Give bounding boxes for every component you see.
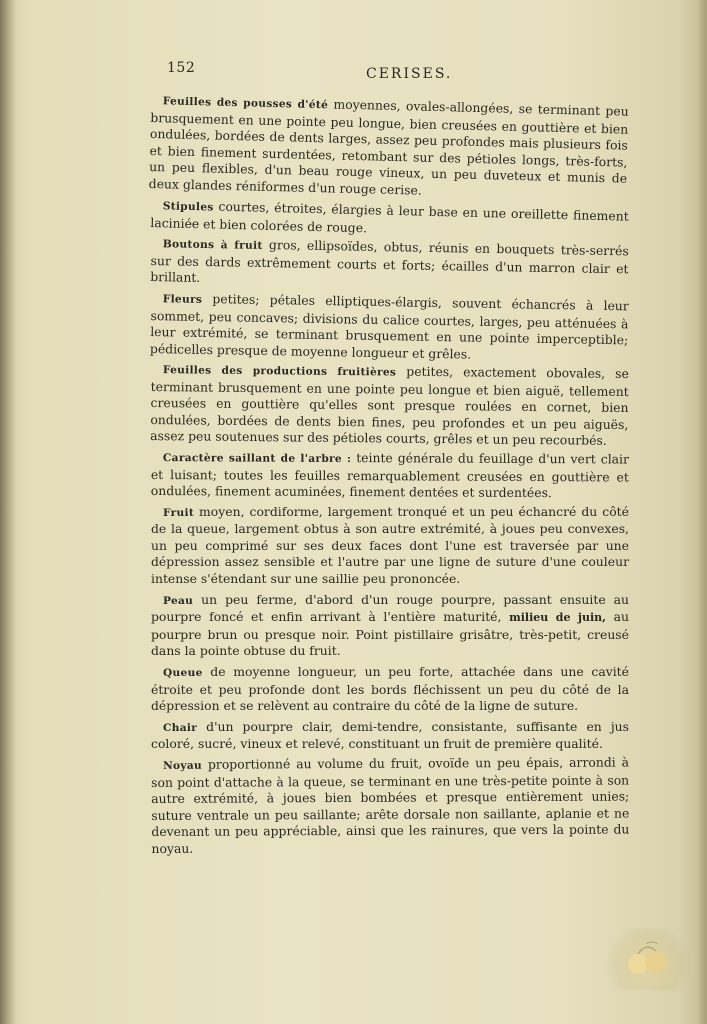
paragraph-text: petites, exactement obovales, se terminant brusquement en une pointe peu longue et bien aiguë, tellement creusées en gouttière qu'elles sont presque roulées en cornet, bien ondulées, bordées de dents bien fines, peu profondes et un peu aiguës, assez peu soutenues sur des pétioles courts, grêles et un peu recourbés.	[150, 363, 629, 449]
paragraph-text: au pourpre brun ou presque noir. Point pistillaire grisâtre, très-petit, creusé dans la pointe obtuse du fruit.	[151, 609, 629, 659]
paragraph-text: proportionné au volume du fruit, ovoïde un peu épais, arrondi à son point d'attache à la queue, se terminant en une très-petite pointe à son autre extrémité, à joues bien bombées et presque entièrement unies; suture ventrale un peu saillante; arête dorsale non saillante, aplanie et ne devenant un peu appréciable, ainsi que les rainures, que vers la pointe du noyau.	[151, 754, 630, 856]
paragraph-lead: Queue	[163, 667, 203, 679]
paragraph-text: courtes, étroites, élargies à leur base en une oreillette finement laciniée et bien colorées de rouge.	[150, 198, 629, 235]
paragraph-text: petites; pétales elliptiques-élargis, souvent échancrés à leur sommet, peu concaves; divisions du calice courtes, larges, peu atténuées à leur extrémité, se terminant brusquement en une pointe imperceptible; pédicelles presque de moyenne longueur et grêles.	[149, 290, 629, 361]
paragraph-lead: Boutons à fruit	[162, 237, 263, 252]
paragraph-text: gros, ellipsoïdes, obtus, réunis en bouquets très-serrés sur des dards extrêmement courts et forts; écailles d'un marron clair et brillant.	[150, 236, 629, 285]
paragraph-lead: Peau	[163, 594, 194, 607]
body-text	[148, 92, 630, 862]
paragraph-lead: Fleurs	[162, 292, 203, 306]
paragraph-lead: Chair	[163, 721, 198, 734]
paragraph-noyau	[151, 754, 630, 857]
paragraph-caractere	[151, 449, 629, 502]
paragraph-lead: Feuilles des productions fruitières	[162, 364, 397, 379]
paragraph-lead: Noyau	[163, 759, 203, 772]
paragraph-lead: Caractère saillant de l'arbre :	[162, 451, 352, 465]
paragraph-text: moyennes, ovales-allongées, se terminant peu brusquement en une pointe peu longue, bien creusées en gouttière et bien ondulées, bordées de dents larges, assez peu profondes mais plusieurs fois et bien finement surdentées, retombant sur des pétioles longs, très-forts, un peu flexibles, d'un beau rouge vineux, un peu duveteux et munis de deux glandes réniformes d'un rouge cerise.	[148, 96, 629, 198]
paragraph-text: un peu ferme, d'abord d'un rouge pourpre, passant ensuite au pourpre foncé et enfin arrivant à l'entière maturité,	[151, 591, 629, 625]
paragraph-chair	[151, 719, 629, 753]
ripening-period: milieu de juin,	[509, 611, 606, 625]
paragraph-text: moyen, cordiforme, largement tronqué et un peu échancré du côté de la queue, largement obtus à son autre extrémité, à joues peu convexes, un peu comprimé sur ses deux faces dont l'une est traversée par une dépression assez sensible et l'autre par une ligne de suture d'une couleur intense s'étendant sur une saillie peu prononcée.	[151, 503, 629, 587]
page-number: 152	[167, 60, 196, 76]
paragraph-text: teinte générale du feuillage d'un vert clair et luisant; toutes les feuilles remarquablement creusées en gouttière et ondulées, finement acuminées, finement dentées et surdentées.	[150, 449, 629, 501]
paragraph-lead: Fruit	[163, 506, 195, 519]
paragraph-queue	[151, 664, 629, 715]
paragraph-boutons	[150, 235, 629, 294]
paragraph-fruit	[151, 504, 629, 588]
paragraph-peau	[151, 592, 629, 660]
paragraph-lead: Stipules	[162, 199, 214, 214]
library-stamp	[604, 928, 692, 990]
running-head: CERISES.	[366, 66, 453, 82]
page-edge-shadow	[697, 0, 707, 1024]
paragraph-text: d'un pourpre clair, demi-tendre, consistante, suffisante en jus coloré, sucré, vineux et relevé, constituant un fruit de première qualité.	[151, 718, 629, 752]
paragraph-feuilles-productions	[150, 361, 629, 450]
paragraph-fleurs	[150, 290, 629, 366]
paragraph-text: de moyenne longueur, un peu forte, attachée dans une cavité étroite et peu profonde dont les bords fléchissent un peu du côté de la dépression et se relèvent au contraire du côté de la ligne de suture.	[151, 664, 629, 714]
paragraph-feuilles-pousses	[149, 92, 629, 204]
paragraph-lead: Feuilles des pousses d'été	[162, 95, 329, 112]
book-spine-shadow	[0, 0, 16, 1024]
